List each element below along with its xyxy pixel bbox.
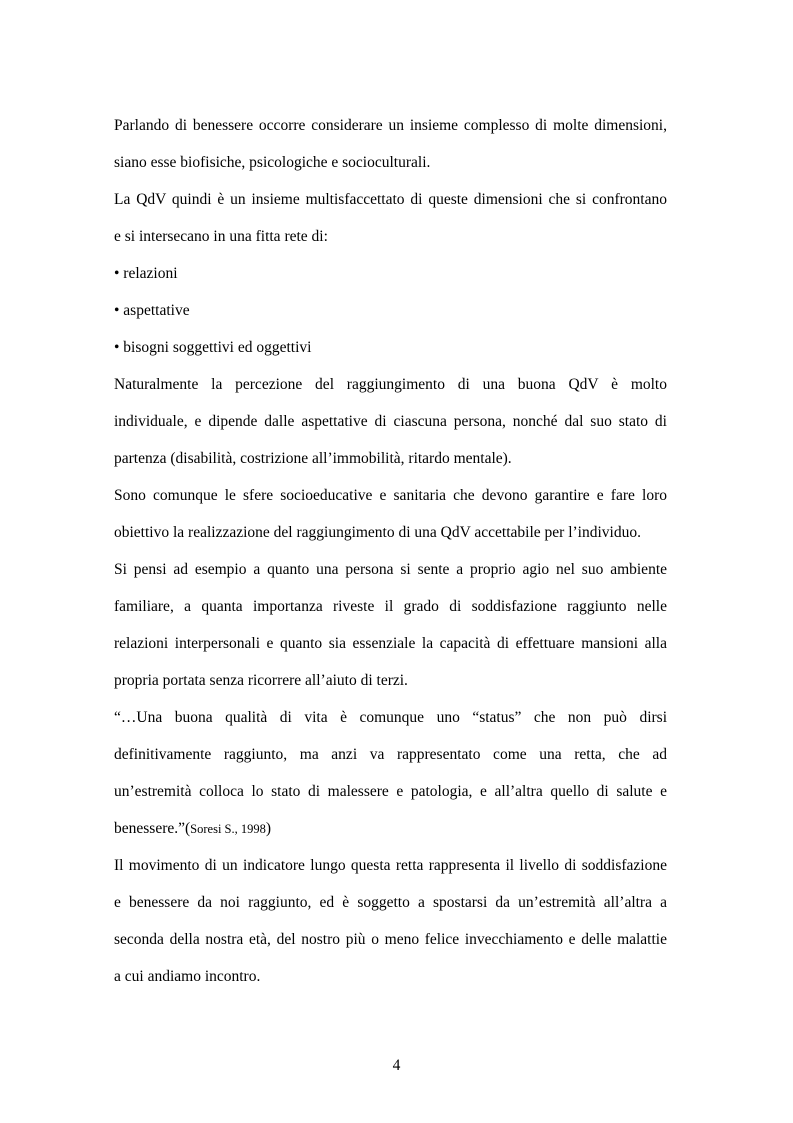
citation-open: (	[185, 820, 191, 837]
quote-end-text: benessere.”	[114, 820, 185, 837]
body-text-line: relazioni interpersonali e quanto sia essenziale la capacità di effettuare mansioni alla	[114, 635, 667, 652]
citation-close: )	[265, 820, 272, 837]
quote-text-line: “…Una buona qualità di vita è comunque uno “status” che non può dirsi	[114, 709, 667, 726]
body-text-line: obiettivo la realizzazione del raggiungimento di una QdV accettabile per l’individuo.	[114, 524, 641, 541]
body-text-line: Naturalmente la percezione del raggiungimento di una buona QdV è molto	[114, 376, 667, 393]
body-text-line: e benessere da noi raggiunto, ed è soggetto a spostarsi da un’estremità all’altra a	[114, 894, 667, 911]
body-text-line: e si intersecano in una fitta rete di:	[114, 228, 328, 245]
body-text-line: familiare, a quanta importanza riveste il grado di soddisfazione raggiunto nelle	[114, 598, 667, 615]
bullet-item: • aspettative	[114, 302, 190, 319]
bullet-item: • relazioni	[114, 265, 178, 282]
body-text-line: Si pensi ad esempio a quanto una persona si sente a proprio agio nel suo ambiente	[114, 561, 667, 578]
body-text-line: La QdV quindi è un insieme multisfaccettato di queste dimensioni che si confrontano	[114, 191, 667, 208]
page-number: 4	[392, 1057, 401, 1074]
body-text-line: partenza (disabilità, costrizione all’immobilità, ritardo mentale).	[114, 450, 512, 467]
body-text-line: siano esse biofisiche, psicologiche e socioculturali.	[114, 154, 431, 171]
body-text-line: Sono comunque le sfere socioeducative e sanitaria che devono garantire e fare loro	[114, 487, 667, 504]
body-text-line: Il movimento di un indicatore lungo questa retta rappresenta il livello di soddisfazione	[114, 857, 667, 874]
body-text-line: Parlando di benessere occorre considerare un insieme complesso di molte dimensioni,	[114, 117, 667, 134]
citation-source: Soresi S., 1998	[190, 822, 266, 836]
body-text-line: a cui andiamo incontro.	[114, 968, 261, 985]
body-text-line: propria portata senza ricorrere all’aiuto di terzi.	[114, 672, 408, 689]
body-text-line: seconda della nostra età, del nostro più o meno felice invecchiamento e delle malattie	[114, 931, 667, 948]
quote-text-line	[114, 819, 667, 839]
bullet-item: • bisogni soggettivi ed oggettivi	[114, 339, 312, 356]
quote-text-line: un’estremità colloca lo stato di malessere e patologia, e all’altra quello di salute e	[114, 783, 667, 800]
body-text-line: individuale, e dipende dalle aspettative di ciascuna persona, nonché dal suo stato di	[114, 413, 667, 430]
quote-text-line: definitivamente raggiunto, ma anzi va rappresentato come una retta, che ad	[114, 746, 667, 763]
